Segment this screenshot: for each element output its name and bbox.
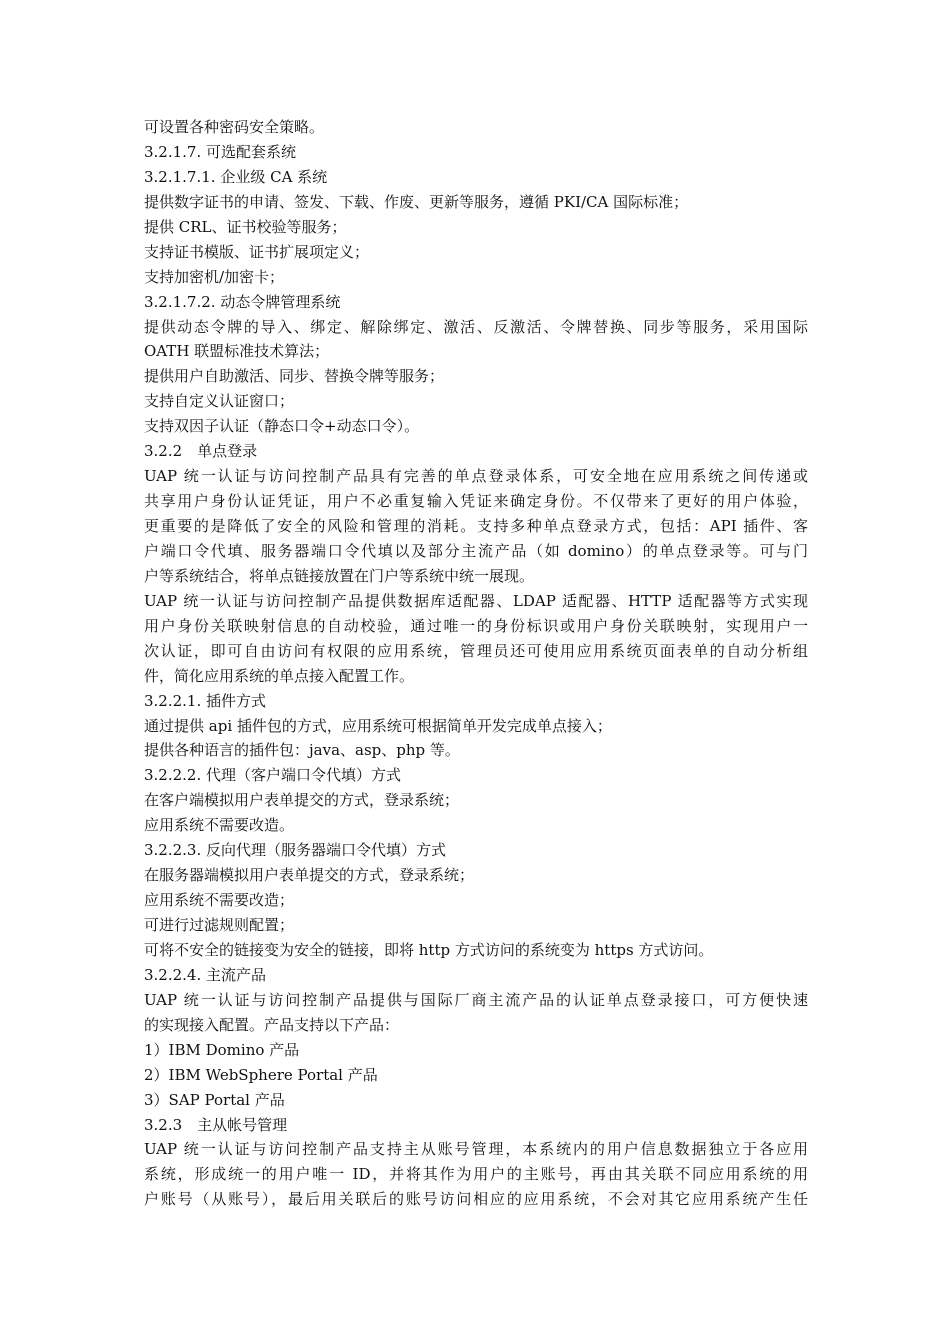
text-line: 支持自定义认证窗口； [144, 392, 295, 411]
paragraph [144, 464, 808, 589]
section-heading: 3.2.2.3. 反向代理（服务器端口令代填）方式 [144, 841, 447, 860]
section-heading: 3.2.2.2. 代理（客户端口令代填）方式 [144, 766, 402, 785]
section-heading: 3.2.2 单点登录 [144, 442, 258, 461]
text-line: 提供数字证书的申请、签发、下载、作废、更新等服务，遵循 PKI/CA 国际标准； [144, 192, 689, 211]
text-line: 更重要的是降低了安全的风险和管理的消耗。支持多种单点登录方式，包括：API 插件、客 [144, 517, 808, 535]
paragraph [144, 1137, 808, 1212]
section-heading: 3.2.2.4. 主流产品 [144, 965, 267, 984]
text-line: 户等系统结合，将单点链接放置在门户等系统中统一展现。 [144, 566, 535, 585]
text-line: UAP 统一认证与访问控制产品提供与国际厂商主流产品的认证单点登录接口，可方便快速 [144, 990, 808, 1009]
text-line: 次认证，即可自由访问有权限的应用系统，管理员还可使用应用系统页面表单的自动分析组 [144, 641, 808, 660]
text-line: 在服务器端模拟用户表单提交的方式，登录系统； [144, 866, 475, 885]
list-item: 1）IBM Domino 产品 [144, 1040, 300, 1059]
text-line: 户账号（从账号），最后用关联后的账号访问相应的应用系统，不会对其它应用系统产生任 [144, 1190, 808, 1209]
text-line: OATH 联盟标准技术算法； [144, 342, 330, 361]
text-line: 支持双因子认证（静态口令+动态口令）。 [144, 417, 420, 436]
list-item: 2）IBM WebSphere Portal 产品 [144, 1065, 378, 1084]
text-line: 用户身份关联映射信息的自动校验，通过唯一的身份标识或用户身份关联映射，实现用户一 [144, 616, 808, 635]
text-line: 应用系统不需要改造。 [144, 816, 295, 835]
text-line: 通过提供 api 插件包的方式，应用系统可根据简单开发完成单点接入； [144, 716, 612, 735]
paragraph [144, 988, 808, 1038]
text-line: 应用系统不需要改造； [144, 891, 295, 910]
text-line: 提供 CRL、证书校验等服务； [144, 217, 347, 236]
text-line: 支持加密机/加密卡； [144, 267, 285, 286]
text-line: 在客户端模拟用户表单提交的方式，登录系统； [144, 791, 460, 810]
text-line: 提供动态令牌的导入、绑定、解除绑定、激活、反激活、令牌替换、同步等服务，采用国际 [144, 317, 808, 336]
paragraph [144, 589, 808, 689]
section-heading: 3.2.1.7.2. 动态令牌管理系统 [144, 292, 341, 311]
text-line: 可进行过滤规则配置； [144, 916, 295, 934]
section-heading: 3.2.1.7. 可选配套系统 [144, 142, 297, 161]
document-page [144, 115, 808, 1212]
text-line: 提供用户自助激活、同步、替换令牌等服务； [144, 367, 445, 386]
text-line: UAP 统一认证与访问控制产品提供数据库适配器、LDAP 适配器、HTTP 适配器等方式实现 [144, 591, 808, 610]
section-heading: 3.2.1.7.1. 企业级 CA 系统 [144, 167, 328, 186]
text-line: 系统，形成统一的用户唯一 ID，并将其作为用户的主账号，再由其关联不同应用系统的用 [144, 1165, 808, 1184]
text-line: 可设置各种密码安全策略。 [144, 118, 325, 136]
section-heading: 3.2.3 主从帐号管理 [144, 1115, 288, 1134]
text-line: 的实现接入配置。产品支持以下产品： [144, 1015, 400, 1034]
text-line: 户端口令代填、服务器端口令代填以及部分主流产品（如 domino）的单点登录等。可与门 [144, 541, 808, 560]
section-heading: 3.2.2.1. 插件方式 [144, 691, 267, 710]
text-line: 共享用户身份认证凭证，用户不必重复输入凭证来确定身份。不仅带来了更好的用户体验， [144, 492, 808, 511]
text-line: UAP 统一认证与访问控制产品支持主从账号管理，本系统内的用户信息数据独立于各应用 [144, 1140, 808, 1159]
text-line: 可将不安全的链接变为安全的链接，即将 http 方式访问的系统变为 https 方式访问。 [144, 940, 714, 959]
list-item: 3）SAP Portal 产品 [144, 1090, 285, 1109]
paragraph [144, 315, 808, 365]
text-line: 支持证书模版、证书扩展项定义； [144, 242, 370, 261]
text-line: UAP 统一认证与访问控制产品具有完善的单点登录体系，可安全地在应用系统之间传递或 [144, 467, 808, 486]
text-line: 件，简化应用系统的单点接入配置工作。 [144, 666, 415, 685]
text-line: 提供各种语言的插件包：java、asp、php 等。 [144, 741, 460, 760]
